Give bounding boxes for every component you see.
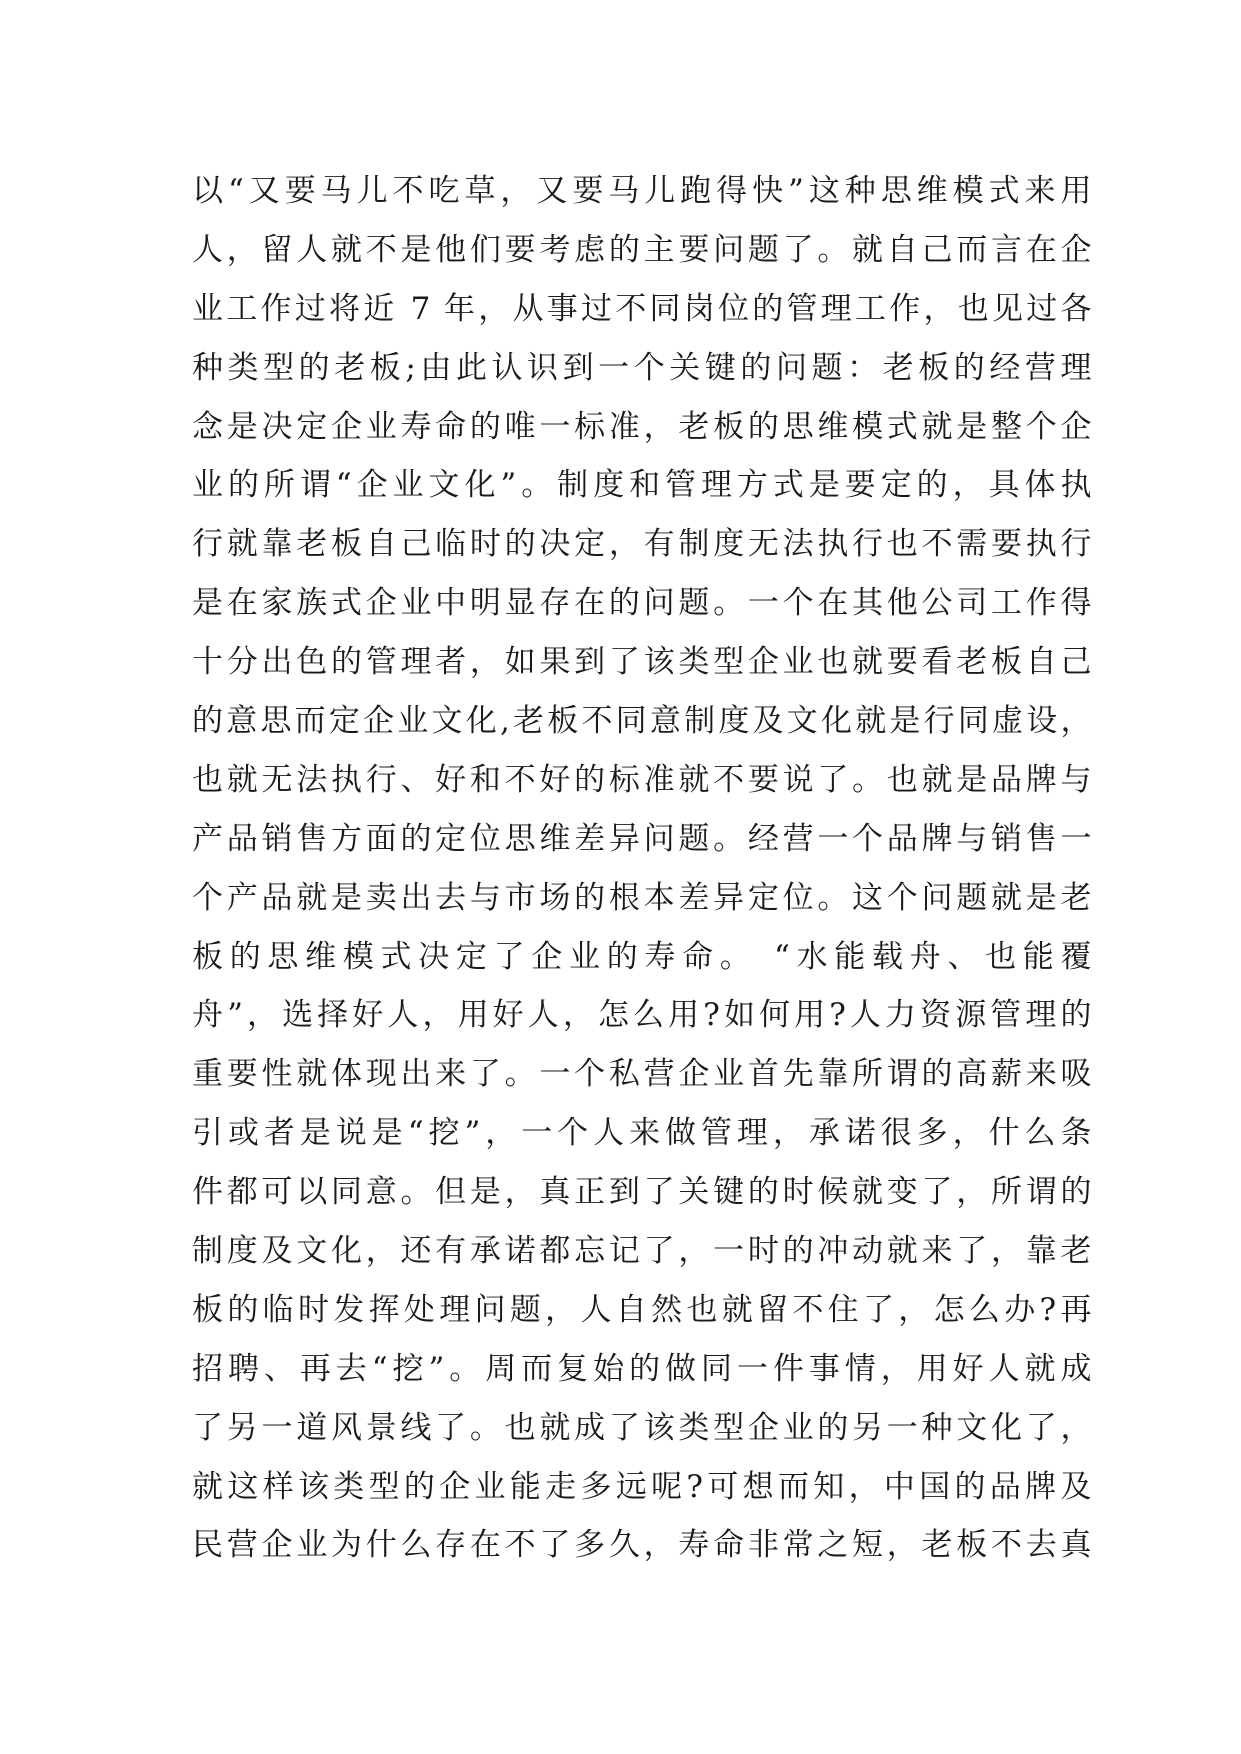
text-line: 十分出色的管理者，如果到了该类型企业也就要看老板自己 (192, 644, 1092, 681)
text-line: 以“又要马儿不吃草，又要马儿跑得快”这种思维模式来用 (192, 173, 1092, 209)
text-line: 重要性就体现出来了。一个私营企业首先靠所谓的高薪来吸 (192, 1056, 1092, 1093)
text-line: 制度及文化，还有承诺都忘记了，一时的冲动就来了，靠老 (192, 1233, 1092, 1270)
text-line: 就这样该类型的企业能走多远呢?可想而知，中国的品牌及 (192, 1468, 1092, 1505)
text-line: 了另一道风景线了。也就成了该类型企业的另一种文化了， (192, 1409, 1092, 1446)
text-line: 的意思而定企业文化,老板不同意制度及文化就是行同虚设， (192, 703, 1092, 740)
text-line: 业工作过将近 7 年，从事过不同岗位的管理工作，也见过各 (192, 290, 1092, 327)
text-line: 也就无法执行、好和不好的标准就不要说了。也就是品牌与 (192, 761, 1092, 798)
text-line: 种类型的老板;由此认识到一个关键的问题：老板的经营理 (192, 349, 1092, 386)
text-line: 引或者是说是“挖”，一个人来做管理，承诺很多，什么条 (192, 1115, 1092, 1152)
text-line: 板的临时发挥处理问题，人自然也就留不住了，怎么办?再 (192, 1291, 1092, 1328)
text-line: 行就靠老板自己临时的决定，有制度无法执行也不需要执行 (192, 526, 1092, 563)
body-text (192, 162, 1092, 1575)
text-line: 件都可以同意。但是，真正到了关键的时候就变了，所谓的 (192, 1174, 1092, 1211)
text-line: 业的所谓“企业文化”。制度和管理方式是要定的，具体执 (192, 467, 1092, 504)
text-line: 个产品就是卖出去与市场的根本差异定位。这个问题就是老 (192, 879, 1092, 916)
text-line: 产品销售方面的定位思维差异问题。经营一个品牌与销售一 (192, 820, 1092, 857)
text-line: 念是决定企业寿命的唯一标准，老板的思维模式就是整个企 (192, 408, 1092, 445)
text-line: 板的思维模式决定了企业的寿命。 “水能载舟、也能覆 (192, 938, 1092, 975)
text-line: 招聘、再去“挖”。周而复始的做同一件事情，用好人就成 (192, 1350, 1092, 1387)
text-line: 人，留人就不是他们要考虑的主要问题了。就自己而言在企 (192, 231, 1092, 268)
text-line: 民营企业为什么存在不了多久，寿命非常之短，老板不去真 (192, 1527, 1092, 1564)
text-line: 是在家族式企业中明显存在的问题。一个在其他公司工作得 (192, 585, 1092, 622)
text-line: 舟”，选择好人，用好人，怎么用?如何用?人力资源管理的 (192, 997, 1092, 1034)
